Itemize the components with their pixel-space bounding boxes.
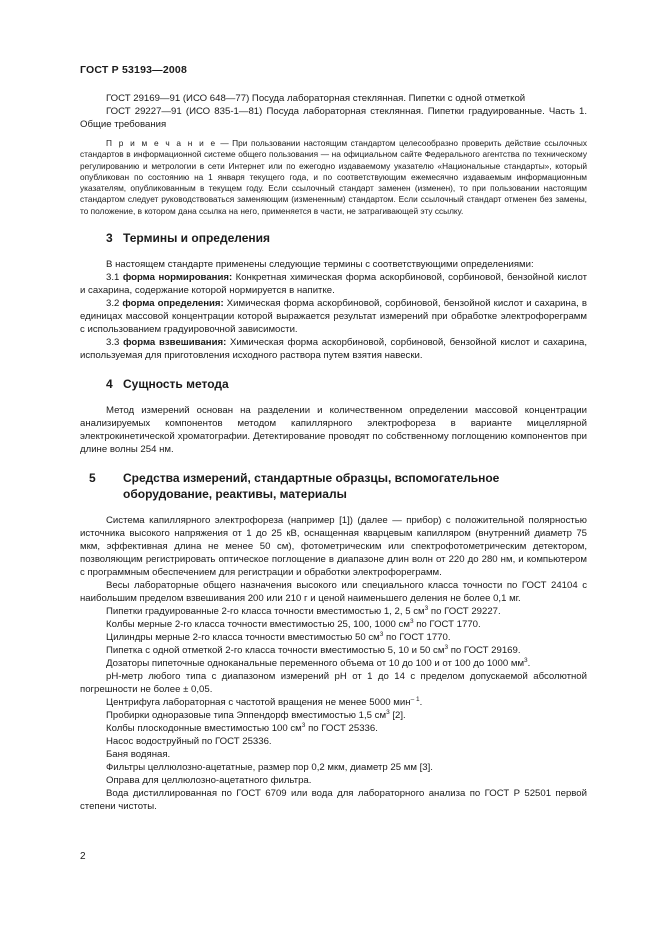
- equipment-cylinders: [80, 631, 587, 644]
- superscript: 3: [379, 631, 384, 639]
- normative-reference-29169: ГОСТ 29169—91 (ИСО 648—77) Посуда лабораторная стеклянная. Пипетки с одной отметкой: [106, 93, 526, 104]
- note-label: П р и м е ч а н и е: [106, 138, 217, 148]
- section-5-number: 5: [89, 471, 96, 486]
- term-name: форма определения:: [122, 298, 224, 310]
- page-body: [80, 92, 587, 813]
- equipment-volumetric-flasks: [80, 618, 587, 631]
- equipment-filter-holder: Оправа для целлюлозно-ацетатного фильтра.: [106, 775, 312, 787]
- item-text: Пипетка с одной отметкой 2-го класса точности вместимостью 5, 10 и 50 см: [106, 645, 445, 657]
- normative-reference-29227: ГОСТ 29227—91 (ИСО 835-1—81) Посуда лабораторная стеклянная. Пипетки градуированные. Часть 1. Общие требования: [80, 106, 587, 130]
- equipment-ph-meter: pH-метр любого типа с диапазоном измерений pH от 1 до 14 с пределом допускаемой абсолютной погрешности не более ± 0,05.: [80, 671, 587, 696]
- item-text-tail: по ГОСТ 29227.: [428, 606, 501, 618]
- equipment-one-mark-pipette: [80, 644, 587, 657]
- section-4-title: Сущность метода: [123, 377, 229, 392]
- superscript: – 1: [410, 696, 420, 704]
- section-4-text: Метод измерений основан на разделении и количественном определении массовой концентрации анализируемых компонентов методом капиллярного электрофореза в варианте мицеллярной электрокинетической хроматографии. Детектирование проводят по собственному поглощению компонентов при длине волны 254 нм.: [80, 405, 587, 456]
- document-header: ГОСТ Р 53193—2008: [80, 64, 188, 76]
- term-3-2: [80, 297, 587, 336]
- item-text-tail: .: [419, 697, 423, 709]
- equipment-balance: Весы лабораторные общего назначения высокого или специального класса точности по ГОСТ 24104 с наибольшим пределом взвешивания 200 или 210 г и ценой наименьшего деления не более 0,1 мг.: [80, 580, 587, 605]
- reagent-water: Вода дистиллированная по ГОСТ 6709 или вода для лабораторного анализа по ГОСТ Р 52501 первой степени чистоты.: [80, 788, 587, 813]
- item-text: Пробирки одноразовые типа Эппендорф вместимостью 1,5 см: [106, 710, 387, 722]
- equipment-centrifuge: [80, 696, 587, 709]
- equipment-filters: Фильтры целлюлозно-ацетатные, размер пор 0,2 мкм, диаметр 25 мм [3].: [106, 762, 433, 774]
- superscript: 3: [409, 618, 414, 626]
- equipment-graduated-pipettes: [80, 605, 587, 618]
- item-text: Дозаторы пипеточные одноканальные переменного объема от 10 до 100 и от 100 до 1000 мм: [106, 658, 525, 670]
- term-name: форма нормирования:: [122, 272, 233, 284]
- item-text-tail: .: [527, 658, 531, 670]
- term-3-1: [80, 271, 587, 297]
- item-text-tail: [2].: [389, 710, 406, 722]
- superscript: 3: [386, 709, 390, 717]
- term-3-3: [80, 336, 587, 362]
- superscript: 3: [444, 644, 449, 652]
- section-5-heading: [80, 470, 587, 502]
- section-5-title: Средства измерений, стандартные образцы, вспомогательное оборудование, реактивы, материалы: [123, 471, 500, 502]
- term-number: 3.2: [106, 298, 123, 310]
- term-definition: Химическая форма аскорбиновой, сорбиновой, бензойной кислот и сахарина, используемая для приготовления исходного раствора путем взятия навески.: [80, 337, 588, 362]
- page-number: 2: [80, 851, 86, 862]
- equipment-water-pump: Насос водоструйный по ГОСТ 25336.: [106, 736, 272, 748]
- equipment-water-bath: Баня водяная.: [106, 749, 171, 761]
- section-4-heading: [80, 376, 587, 392]
- section-4-number: 4: [106, 377, 113, 392]
- equipment-dispensers: [80, 657, 587, 670]
- term-definition: Химическая форма аскорбиновой, сорбиновой, бензойной кислот и сахарина, в единицах массовой концентрации которой выражается результат измерений при обработке электрофореграмм с использованием градуировочной зависимости.: [80, 298, 587, 336]
- item-text: Цилиндры мерные 2-го класса точности вместимостью 50 см: [106, 632, 380, 644]
- section-3-intro: В настоящем стандарте применены следующие термины с соответствующими определениями:: [106, 259, 534, 271]
- equipment-electrophoresis-system: Система капиллярного электрофореза (например [1]) (далее — прибор) с положительной полярностью источника высокого напряжения от 1 до 25 кВ, оснащенная кварцевым капилляром (внутренний диаметр 75 мкм, эффективная длина не менее 50 см), фотометрическим или спектрофотометрическим детектором, позволяющим регистрировать оптическое поглощение в диапазоне длин волн от 220 до 280 нм, и компьютером с программным обеспечением для регистрации и обработки электрофореграмм.: [80, 515, 587, 579]
- term-name: форма взвешивания:: [123, 337, 227, 349]
- item-text: Центрифуга лабораторная с частотой вращения не менее 5000 мин: [106, 697, 411, 709]
- item-text: Колбы плоскодонные вместимостью 100 см: [106, 723, 302, 735]
- term-number: 3.3: [106, 337, 124, 349]
- reference-note: [80, 138, 587, 217]
- term-number: 3.1: [106, 272, 123, 284]
- note-text: — При пользовании настоящим стандартом целесообразно проверить действие ссылочных стандартов в информационной системе общего пользования — на официальном сайте Федерального агентства по техническому регулированию и метрологии в сети Интернет или по ежегодно издаваемому указателю «Национальные стандарты», который опубликован по состоянию на 1 января текущего года, и по соответствующим ежемесячно издаваемым информационным указателям, опубликованным в текущем году. Если ссылочный стандарт заменен (изменен), то при пользовании настоящим стандартом следует руководствоваться заменяющим (измененным) стандартом. Если ссылочный стандарт отменен без замены, то положение, в котором дана ссылка на него, применяется в части, не затрагивающей эту ссылку.: [80, 138, 587, 216]
- section-3-heading: [80, 230, 587, 246]
- section-3-title: Термины и определения: [123, 231, 271, 246]
- section-3-number: 3: [106, 231, 113, 246]
- item-text: Пипетки градуированные 2-го класса точности вместимостью 1, 2, 5 см: [106, 606, 425, 618]
- item-text-tail: по ГОСТ 25336.: [305, 723, 378, 735]
- item-text-tail: по ГОСТ 29169.: [448, 645, 521, 657]
- item-text-tail: по ГОСТ 1770.: [383, 632, 451, 644]
- item-text: Колбы мерные 2-го класса точности вместимостью 25, 100, 1000 см: [106, 619, 410, 631]
- equipment-eppendorf-tubes: [80, 709, 587, 722]
- superscript: 3: [524, 657, 528, 665]
- equipment-flat-bottom-flasks: [80, 722, 587, 735]
- item-text-tail: по ГОСТ 1770.: [413, 619, 481, 631]
- superscript: 3: [301, 722, 306, 730]
- term-definition: Конкретная химическая форма аскорбиновой, сорбиновой, бензойной кислот и сахарина, содержание которой нормируется в напитке.: [80, 272, 587, 297]
- superscript: 3: [424, 605, 429, 613]
